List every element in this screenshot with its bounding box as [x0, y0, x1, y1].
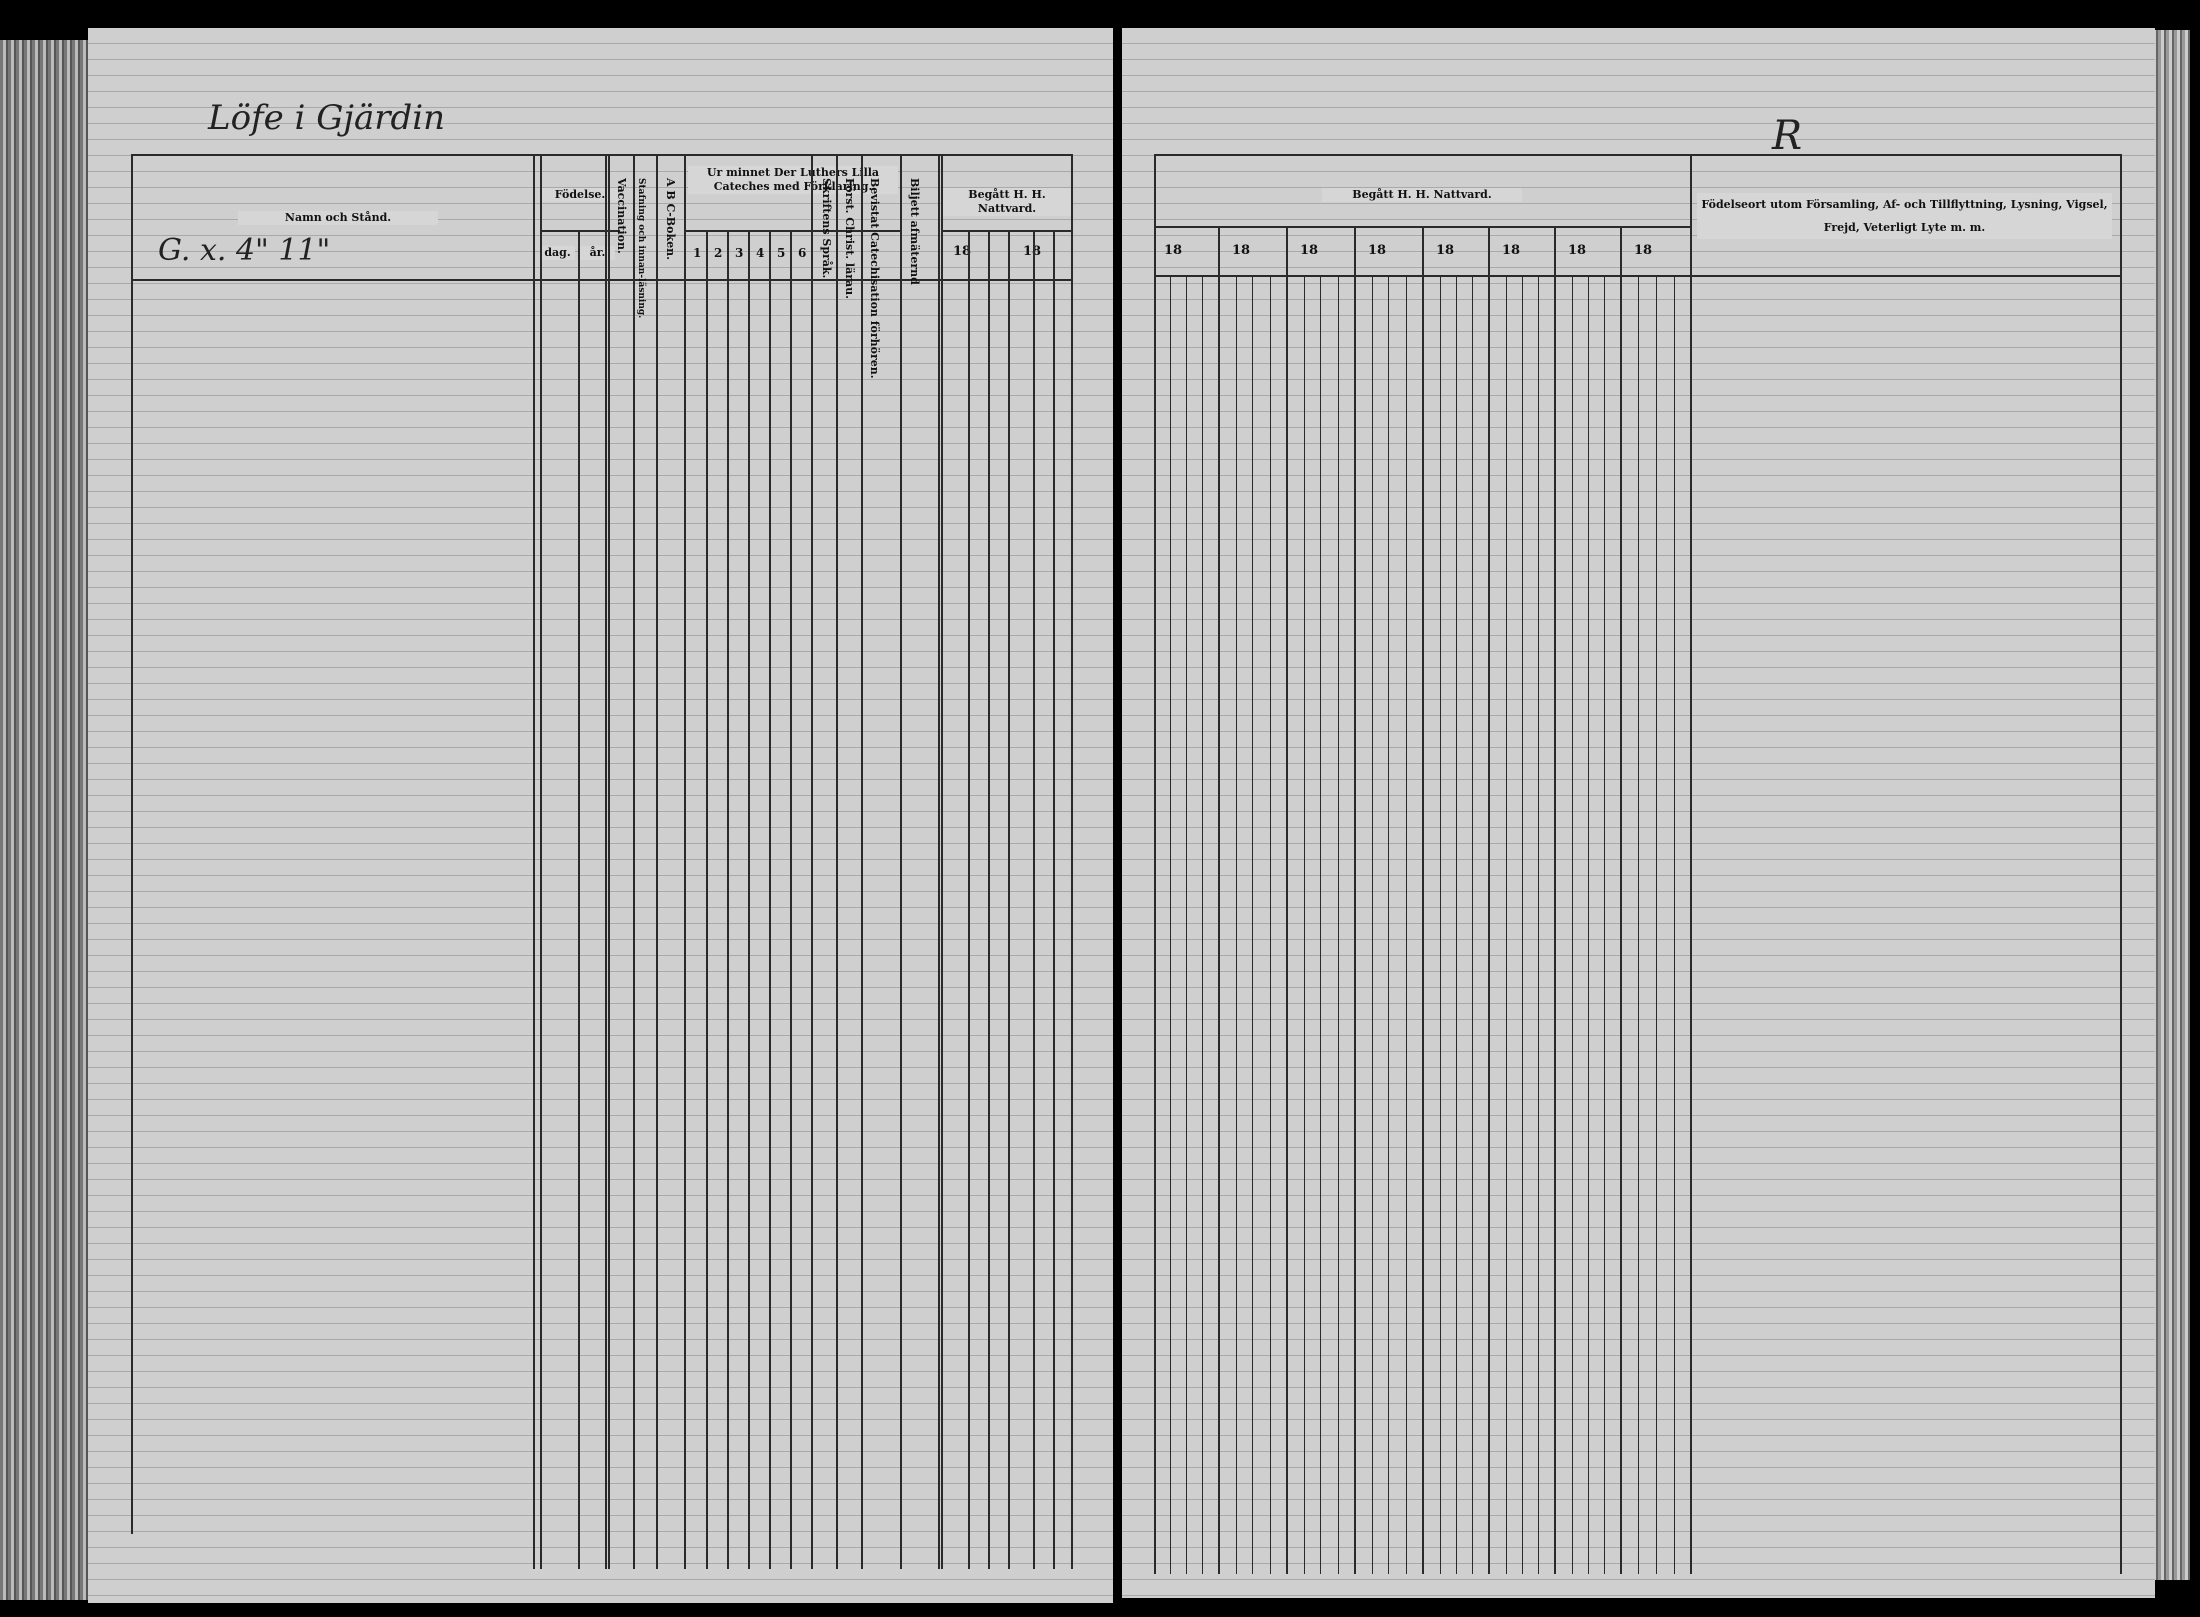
header-bottom-rule: [131, 279, 1071, 281]
column-rule: [608, 154, 610, 1569]
year-label-right-1: 18: [1164, 243, 1183, 258]
right-page: [1122, 28, 2155, 1598]
header-top-rule: [1154, 154, 2120, 156]
sub-rule: [1656, 275, 1657, 1574]
year-label-right-5: 18: [1436, 243, 1455, 258]
certificate-label: Biljett afmäternd: [908, 178, 921, 285]
column-rule: [656, 154, 658, 1569]
column-rule: [861, 154, 863, 1569]
sub-rule: [1304, 275, 1305, 1574]
column-rule: [633, 154, 635, 1569]
right-page-border: [2120, 154, 2122, 1574]
sub-rule: [1572, 275, 1573, 1574]
reading-label: Stafning och innan-läsning.: [636, 178, 646, 319]
sub-rule: [1538, 275, 1539, 1574]
abc-label: A B C-Boken.: [664, 178, 677, 260]
year-label-right-4: 18: [1368, 243, 1387, 258]
column-rule: [968, 230, 970, 1569]
catechism-part-5: 5: [777, 246, 786, 260]
catechism-part-6: 6: [798, 246, 807, 260]
column-rule: [836, 154, 838, 1569]
left-page-border: [131, 154, 133, 1534]
handwritten-mark: R: [1772, 113, 1803, 159]
column-rule: [706, 230, 708, 1569]
column-rule: [1554, 226, 1556, 1574]
column-rule: [1286, 226, 1288, 1574]
sub-rule: [1202, 275, 1203, 1574]
handwritten-row-label: G. x. 4" 11": [158, 233, 331, 268]
column-rule: [1071, 154, 1073, 1569]
column-rule: [1218, 226, 1220, 1574]
column-rule: [938, 154, 940, 1569]
sub-rule: [1638, 275, 1639, 1574]
column-rule: [727, 230, 729, 1569]
year-label-right-6: 18: [1502, 243, 1521, 258]
column-rule: [988, 230, 990, 1569]
column-rule: [900, 154, 902, 1569]
header-bottom-rule: [1154, 275, 2120, 277]
book-edge-right: [2150, 30, 2190, 1580]
column-rule: [1690, 154, 1692, 1574]
sub-rule: [1506, 275, 1507, 1574]
sub-rule: [1440, 275, 1441, 1574]
left-page: [88, 28, 1113, 1603]
year-label-left-1: 18: [953, 244, 972, 259]
column-rule: [533, 154, 535, 1569]
column-rule: [1488, 226, 1490, 1574]
year-label-right-8: 18: [1634, 243, 1653, 258]
column-rule: [811, 154, 813, 1569]
sub-rule: [1406, 275, 1407, 1574]
catechism-part-3: 3: [735, 246, 744, 260]
header-top-rule: [131, 154, 1071, 156]
vaccination-label: Vaccination.: [615, 178, 628, 254]
sub-rule: [1236, 275, 1237, 1574]
sub-rule: [1372, 275, 1373, 1574]
column-rule: [1033, 230, 1035, 1569]
remarks-header: Födelseort utom Församling, Af- och Tillflyttning, Lysning, Vigsel, Frejd, Veterligt Lyte m. m.: [1697, 193, 2112, 239]
column-rule: [790, 230, 792, 1569]
birth-header: Födelse.: [540, 188, 620, 202]
column-rule: [1008, 230, 1010, 1569]
sub-rule: [1338, 275, 1339, 1574]
column-rule: [1422, 226, 1424, 1574]
sub-rule: [1522, 275, 1523, 1574]
catechism-part-2: 2: [714, 246, 723, 260]
name-header: Namn och Stånd.: [238, 211, 438, 225]
birth-day-label: dag.: [540, 246, 575, 260]
year-label-right-3: 18: [1300, 243, 1319, 258]
column-rule: [1354, 226, 1356, 1574]
sub-rule: [1170, 275, 1171, 1574]
sub-rule: [1674, 275, 1675, 1574]
column-rule: [578, 230, 580, 1569]
year-label-right-7: 18: [1568, 243, 1587, 258]
sub-rule: [1270, 275, 1271, 1574]
communion-header-left: Begått H. H. Nattvard.: [943, 188, 1071, 216]
sub-rule: [1604, 275, 1605, 1574]
sub-rule: [1388, 275, 1389, 1574]
birth-year-label: år.: [580, 246, 615, 260]
book-edge-left: [0, 40, 90, 1600]
column-rule: [1154, 154, 1156, 1574]
sub-rule: [1588, 275, 1589, 1574]
catechism-part-1: 1: [693, 246, 702, 260]
scripture-label: Skriftens Språk.: [820, 178, 833, 279]
column-rule: [769, 230, 771, 1569]
column-rule: [941, 154, 943, 1569]
column-rule: [1053, 230, 1055, 1569]
handwritten-title: Löfe i Gjärdin: [208, 98, 446, 138]
column-rule: [605, 154, 607, 1569]
year-label-left-2: 18: [1023, 244, 1042, 259]
sub-rule: [1320, 275, 1321, 1574]
proven-label: Bevistat Catechisation förhören.: [868, 178, 881, 379]
sub-rule: [1472, 275, 1473, 1574]
communion-sub-rule: [941, 230, 1071, 232]
column-rule: [540, 154, 542, 1569]
sub-rule: [1186, 275, 1187, 1574]
christ-learning-label: Först. Christ. lärau.: [843, 178, 856, 299]
sub-rule: [1252, 275, 1253, 1574]
catechism-part-4: 4: [756, 246, 765, 260]
communion-header-right: Begått H. H. Nattvard.: [1322, 188, 1522, 202]
column-rule: [1620, 226, 1622, 1574]
column-rule: [684, 154, 686, 1569]
catechism-header: Ur minnet Der Luthers Lilla Cateches med Förklaring.: [688, 166, 898, 194]
sub-rule: [1456, 275, 1457, 1574]
year-label-right-2: 18: [1232, 243, 1251, 258]
column-rule: [748, 230, 750, 1569]
